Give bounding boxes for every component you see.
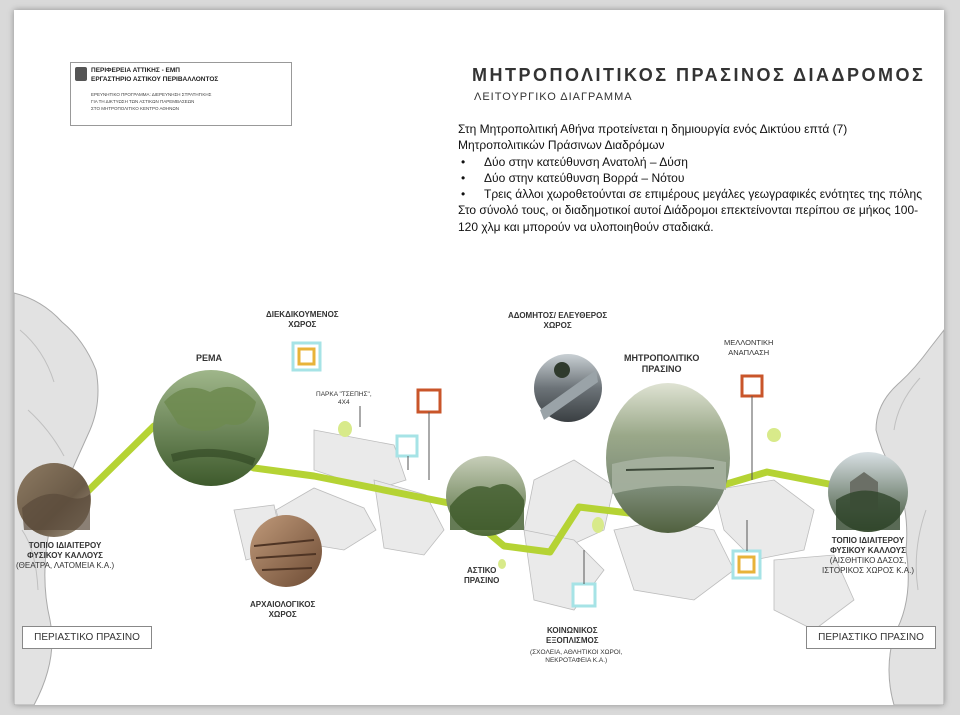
label-rema: ΡΕΜΑ xyxy=(196,353,223,363)
description-outro: Στο σύνολό τους, οι διαδημοτικοί αυτοί Διάδρομοι επεκτείνονται περίπου σε μήκος 100-120 χλμ και μπορούν να υλοποιηθούν σταδιακά. xyxy=(458,203,919,234)
label-left-landscape: ΤΟΠΙΟ ΙΔΙΑΙΤΕΡΟΥ ΦΥΣΙΚΟΥ ΚΑΛΛΟΥΣ (ΘΕΑΤΡΑ, ΛΑΤΟΜΕΙΑ Κ.Α.) xyxy=(16,541,115,570)
description-list xyxy=(458,154,930,203)
org-sub-1: ΕΡΕΥΝΗΤΙΚΟ ΠΡΟΓΡΑΜΜΑ: ΔΙΕΡΕΥΝΗΣΗ ΣΤΡΑΤΗΓΙΚΗΣ xyxy=(91,92,212,97)
page-title: ΜΗΤΡΟΠΟΛΙΤΙΚΟΣ ΠΡΑΣΙΝΟΣ ΔΙΑΔΡΟΜΟΣ xyxy=(472,65,926,85)
marker-park-orange xyxy=(418,390,440,412)
emblem-icon xyxy=(75,67,87,81)
marker-future xyxy=(742,376,762,396)
label-social: ΚΟΙΝΩΝΙΚΟΣ ΕΞΟΠΛΙΣΜΟΣ xyxy=(546,626,599,645)
urban-fabric xyxy=(234,430,854,630)
label-archaeological: ΑΡΧΑΙΟΛΟΓΙΚΟΣ ΧΩΡΟΣ xyxy=(250,600,316,619)
peri-urban-tag-left: ΠΕΡΙΑΣΤΙΚΟ ΠΡΑΣΙΝΟ xyxy=(22,626,152,649)
description-bullet: • Τρεις άλλοι χωροθετούνται σε επιμέρους μεγάλες γεωγραφικές ενότητες της πόλης xyxy=(458,186,930,202)
description-bullet: • Δύο στην κατεύθυνση Ανατολή – Δύση xyxy=(458,154,930,170)
org-sub-2: ΓΙΑ ΤΗ ΔΙΚΤΥΩΣΗ ΤΩΝ ΑΣΤΙΚΩΝ ΠΑΡΕΜΒΑΣΕΩΝ xyxy=(91,99,195,104)
label-urban-green: ΑΣΤΙΚΟ ΠΡΑΣΙΝΟ xyxy=(464,566,500,585)
org-sub-3: ΣΤΟ ΜΗΤΡΟΠΟΛΙΤΙΚΟ ΚΕΝΤΡΟ ΑΘΗΝΩΝ xyxy=(91,106,180,111)
label-metropolitan-green: ΜΗΤΡΟΠΟΛΙΤΙΚΟ ΠΡΑΣΙΝΟ xyxy=(624,353,700,374)
photo-rema xyxy=(153,370,269,486)
page-subtitle: ΛΕΙΤΟΥΡΓΙΚΟ ΔΙΑΓΡΑΜΜΑ xyxy=(474,91,633,103)
label-pocket-parks: ΠΑΡΚΑ "ΤΣΕΠΗΣ", 4Χ4 xyxy=(316,391,372,406)
label-social-sub: (ΣΧΟΛΕΙΑ, ΑΘΛΗΤΙΚΟΙ ΧΩΡΟΙ, ΝΕΚΡΟΤΑΦΕΙΑ Κ.Α.) xyxy=(530,649,623,664)
marker-park-cyan xyxy=(397,436,417,456)
photo-archaeological xyxy=(250,515,322,587)
photo-right-landscape xyxy=(828,452,908,532)
label-right-landscape: ΤΟΠΙΟ ΙΔΙΑΙΤΕΡΟΥ ΦΥΣΙΚΟΥ ΚΑΛΛΟΥΣ (ΑΙΣΘΗΤΙΚΟ ΔΑΣΟΣ, ΙΣΤΟΡΙΚΟΣ ΧΩΡΟΣ Κ.Α.) xyxy=(822,536,914,575)
marker-right-lower xyxy=(733,551,760,578)
photo-left-landscape xyxy=(17,463,91,537)
description xyxy=(458,121,930,235)
description-intro: Στη Μητροπολιτική Αθήνα προτείνεται η δημιουργία ενός Δικτύου επτά (7) Μητροπολιτικών Πράσινων Διαδρόμων xyxy=(458,122,848,153)
description-bullet: • Δύο στην κατεύθυνση Βορρά – Νότου xyxy=(458,170,930,186)
photo-metropolitan-green xyxy=(606,383,730,533)
marker-disputed xyxy=(293,343,320,370)
photo-urban-green xyxy=(446,456,526,536)
peri-urban-tag-right: ΠΕΡΙΑΣΤΙΚΟ ΠΡΑΣΙΝΟ xyxy=(806,626,936,649)
label-unbuilt: ΑΔΟΜΗΤΟΣ/ ΕΛΕΥΘΕΡΟΣ ΧΩΡΟΣ xyxy=(508,311,608,330)
org-line-1: ΠΕΡΙΦΕΡΕΙΑ ΑΤΤΙΚΗΣ - ΕΜΠ xyxy=(91,67,180,74)
label-future: ΜΕΛΛΟΝΤΙΚΗ ΑΝΑΠΛΑΣΗ xyxy=(724,338,774,357)
marker-social xyxy=(573,584,595,606)
photo-unbuilt xyxy=(534,354,602,422)
organization-box xyxy=(70,62,292,126)
org-line-2: ΕΡΓΑΣΤΗΡΙΟ ΑΣΤΙΚΟΥ ΠΕΡΙΒΑΛΛΟΝΤΟΣ xyxy=(91,76,219,83)
slide xyxy=(14,10,944,705)
label-disputed: ΔΙΕΚΔΙΚΟΥΜΕΝΟΣ ΧΩΡΟΣ xyxy=(266,310,339,329)
